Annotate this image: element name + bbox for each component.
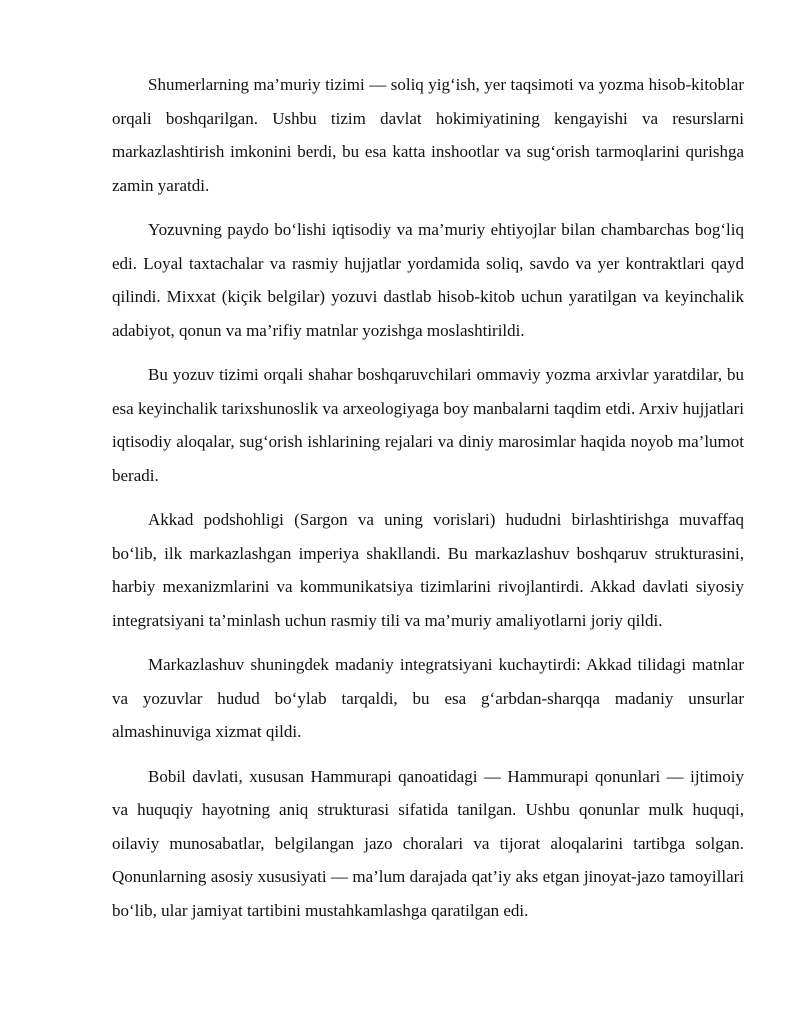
paragraph-sumerian-administration: Shumerlarning ma’muriy tizimi — soliq yig‘ish, yer taqsimoti va yozma hisob-kitoblar orqali boshqarilgan. Ushbu tizim davlat hokimiyatining kengayishi va resurslarni markazlashtirish imkonini berdi, bu esa katta inshootlar va sug‘orish tarmoqlarini qurishga zamin yaratdi. [112, 75, 744, 195]
paragraph-writing-origins: Yozuvning paydo bo‘lishi iqtisodiy va ma’muriy ehtiyojlar bilan chambarchas bog‘liq edi. Loyal taxtachalar va rasmiy hujjatlar yordamida soliq, savdo va yer kontraktlari qayd qilindi. Mixxat (kiçik belgilar) yozuvi dastlab hisob-kitob uchun yaratilgan va keyinchalik adabiyot, qonun va ma’rifiy matnlar yozishga moslashtirildi. [112, 220, 744, 340]
paragraph-cultural-integration: Markazlashuv shuningdek madaniy integratsiyani kuchaytirdi: Akkad tilidagi matnlar va yozuvlar hudud bo‘ylab tarqaldi, bu esa g‘arbdan-sharqqa madaniy unsurlar almashinuviga xizmat qildi. [112, 655, 744, 741]
paragraph-babylon-hammurabi: Bobil davlati, xususan Hammurapi qanoatidagi — Hammurapi qonunlari — ijtimoiy va huquqiy hayotning aniq strukturasi sifatida tanilgan. Ushbu qonunlar mulk huquqi, oilaviy munosabatlar, belgilangan jazo choralari va tijorat aloqalarini tartibga solgan. Qonunlarning asosiy xususiyati — ma’lum darajada qat’iy aks etgan jinoyat-jazo tamoyillari bo‘lib, ular jamiyat tartibini mustahkamlashga qaratilgan edi. [112, 766, 744, 920]
document-page [112, 68, 744, 938]
paragraph-archives: Bu yozuv tizimi orqali shahar boshqaruvchilari ommaviy yozma arxivlar yaratdilar, bu esa keyinchalik tarixshunoslik va arxeologiyaga boy manbalarni taqdim etdi. Arxiv hujjatlari iqtisodiy aloqalar, sug‘orish ishlarining rejalari va diniy marosimlar haqida noyob ma’lumot beradi. [112, 365, 744, 485]
paragraph-akkad-empire: Akkad podshohligi (Sargon va uning vorislari) hududni birlashtirishga muvaffaq bo‘lib, ilk markazlashgan imperiya shakllandi. Bu markazlashuv boshqaruv strukturasini, harbiy mexanizmlarini va kommunikatsiya tizimlarini rivojlantirdi. Akkad davlati siyosiy integratsiyani ta’minlash uchun rasmiy tili va ma’muriy amaliyotlarni joriy qildi. [112, 510, 744, 630]
